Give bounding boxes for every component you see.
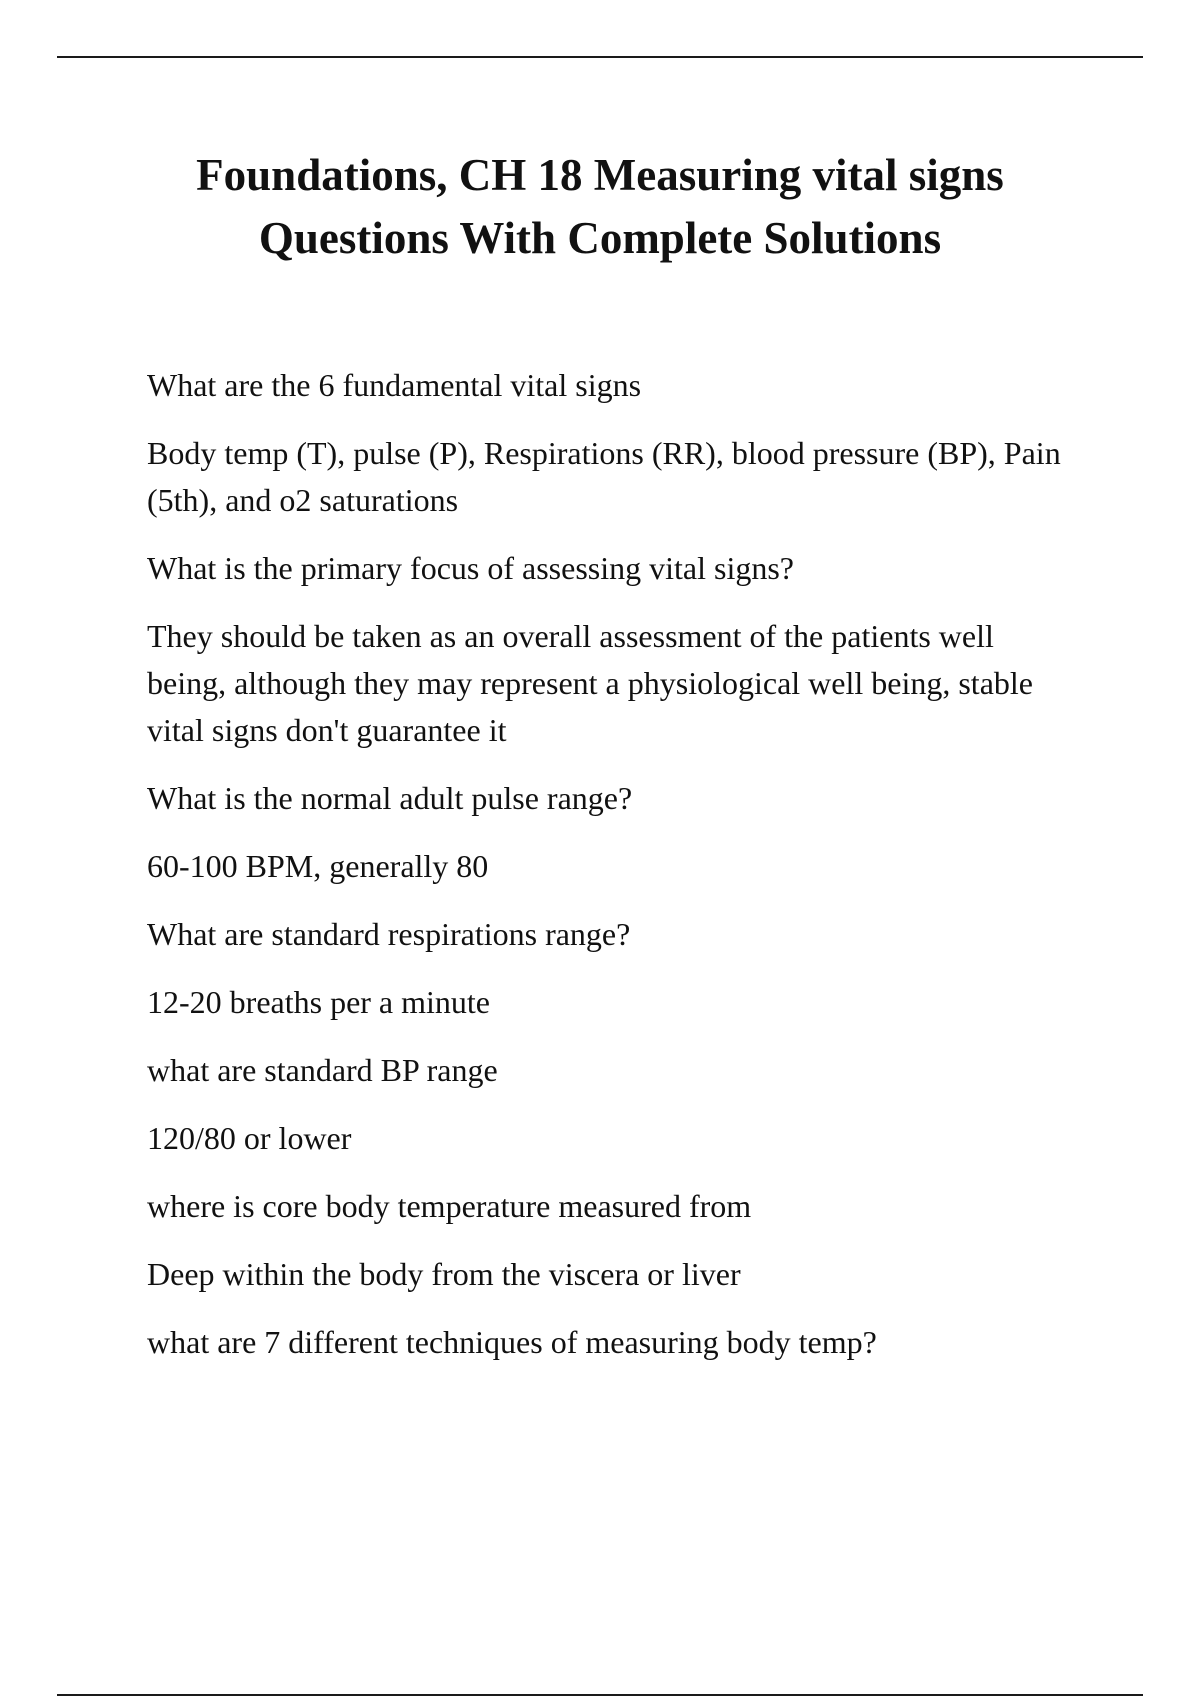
- question-text: What are the 6 fundamental vital signs: [147, 367, 642, 403]
- question-text: What is the normal adult pulse range?: [147, 780, 633, 816]
- answer-text: 12-20 breaths per a minute: [147, 984, 490, 1020]
- qa-list: [147, 362, 1077, 1387]
- page-title: [100, 144, 1100, 270]
- answer-text: 60-100 BPM, generally 80: [147, 848, 489, 884]
- title-line-1: Foundations, CH 18 Measuring vital signs: [196, 150, 1004, 200]
- question-text: what are 7 different techniques of measuring body temp?: [147, 1324, 877, 1360]
- answer-text: Body temp (T), pulse (P), Respirations (RR), blood pressure (BP), Pain (5th), and o2 saturations: [147, 435, 1061, 518]
- question-text: What is the primary focus of assessing vital signs?: [147, 550, 794, 586]
- question-text: what are standard BP range: [147, 1052, 498, 1088]
- bottom-divider: [57, 1694, 1143, 1696]
- question-text: What are standard respirations range?: [147, 916, 631, 952]
- title-line-2: Questions With Complete Solutions: [258, 213, 942, 263]
- answer-text: Deep within the body from the viscera or liver: [147, 1256, 741, 1292]
- answer-text: 120/80 or lower: [147, 1120, 352, 1156]
- question-text: where is core body temperature measured from: [147, 1188, 752, 1224]
- answer-text: They should be taken as an overall assessment of the patients well being, although they may represent a physiological well being, stable vital signs don't guarantee it: [147, 618, 1033, 748]
- top-divider: [57, 56, 1143, 58]
